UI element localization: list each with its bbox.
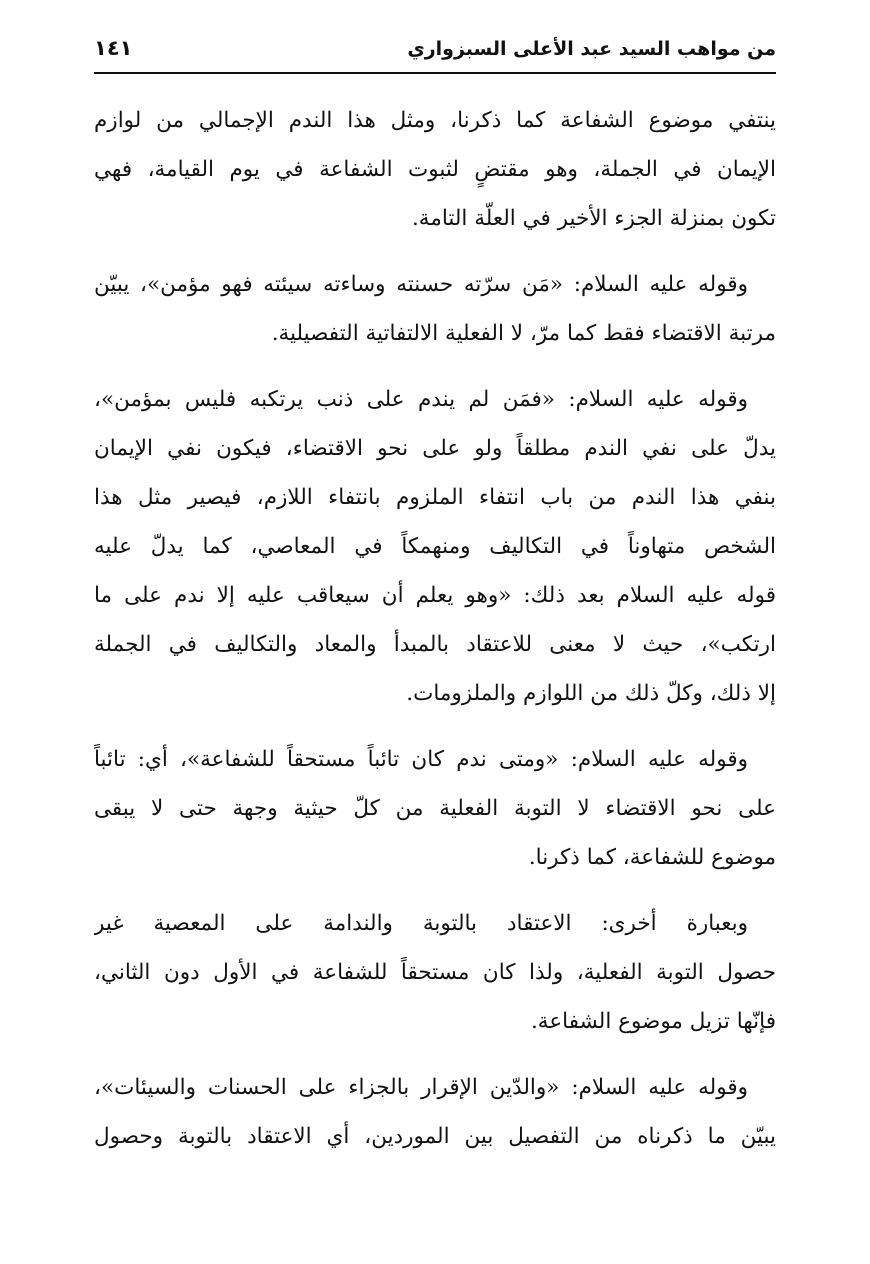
text-line: إلا ذلك، وكلّ ذلك من اللوازم والملزومات. — [406, 681, 776, 706]
text-line: حصول التوبة الفعلية، ولذا كان مستحقاً للشفاعة في الأول دون الثاني، — [94, 960, 776, 985]
paragraph-1 — [94, 96, 776, 243]
text-line: وقوله عليه السلام: «والدّين الإقرار بالجزاء على الحسنات والسيئات»، — [94, 1075, 748, 1100]
text-line: وقوله عليه السلام: «ومتى ندم كان تائباً مستحقاً للشفاعة»، أي: تائباً — [94, 747, 748, 772]
page-header — [94, 32, 776, 74]
text-line: تكون بمنزلة الجزء الأخير في العلّة التامة. — [411, 206, 776, 231]
running-title: من مواهب السيد عبد الأعلى السبزواري — [407, 38, 776, 60]
paragraph-4 — [94, 735, 776, 882]
paragraph-2 — [94, 260, 776, 358]
text-line: ينتفي موضوع الشفاعة كما ذكرنا، ومثل هذا الندم الإجمالي من لوازم — [94, 108, 776, 133]
paragraph-6 — [94, 1063, 776, 1161]
text-line: الإيمان في الجملة، وهو مقتضٍ لثبوت الشفاعة في يوم القيامة، فهي — [94, 157, 776, 182]
text-line: يدلّ على نفي الندم مطلقاً ولو على نحو الاقتضاء، فيكون نفي الإيمان — [94, 436, 776, 461]
text-line: الشخص متهاوناً في التكاليف ومنهمكاً في المعاصي، كما يدلّ عليه — [94, 534, 776, 559]
text-line: على نحو الاقتضاء لا التوبة الفعلية من كلّ حيثية وجهة حتى لا يبقى — [94, 796, 776, 821]
text-line: مرتبة الاقتضاء فقط كما مرّ، لا الفعلية الالتفاتية التفصيلية. — [271, 321, 776, 346]
text-line: ارتكب»، حيث لا معنى للاعتقاد بالمبدأ والمعاد والتكاليف في الجملة — [94, 632, 776, 657]
text-line: وبعبارة أخرى: الاعتقاد بالتوبة والندامة على المعصية غير — [94, 911, 748, 936]
text-line: فإنّها تزيل موضوع الشفاعة. — [530, 1009, 776, 1034]
text-line: موضوع للشفاعة، كما ذكرنا. — [528, 845, 776, 870]
text-line: وقوله عليه السلام: «فمَن لم يندم على ذنب يرتكبه فليس بمؤمن»، — [94, 387, 748, 412]
text-line: قوله عليه السلام بعد ذلك: «وهو يعلم أن سيعاقب عليه إلا ندم على ما — [94, 583, 776, 608]
text-line: يبيّن ما ذكرناه من التفصيل بين الموردين، أي الاعتقاد بالتوبة وحصول — [94, 1124, 776, 1149]
page-number: ١٤١ — [94, 36, 133, 60]
body-text — [94, 96, 776, 1178]
text-line: وقوله عليه السلام: «مَن سرّته حسنته وساءته سيئته فهو مؤمن»، يبيّن — [94, 272, 748, 297]
paragraph-3 — [94, 375, 776, 718]
paragraph-5 — [94, 899, 776, 1046]
text-line: بنفي هذا الندم من باب انتفاء الملزوم بانتفاء اللازم، فيصير مثل هذا — [94, 485, 776, 510]
